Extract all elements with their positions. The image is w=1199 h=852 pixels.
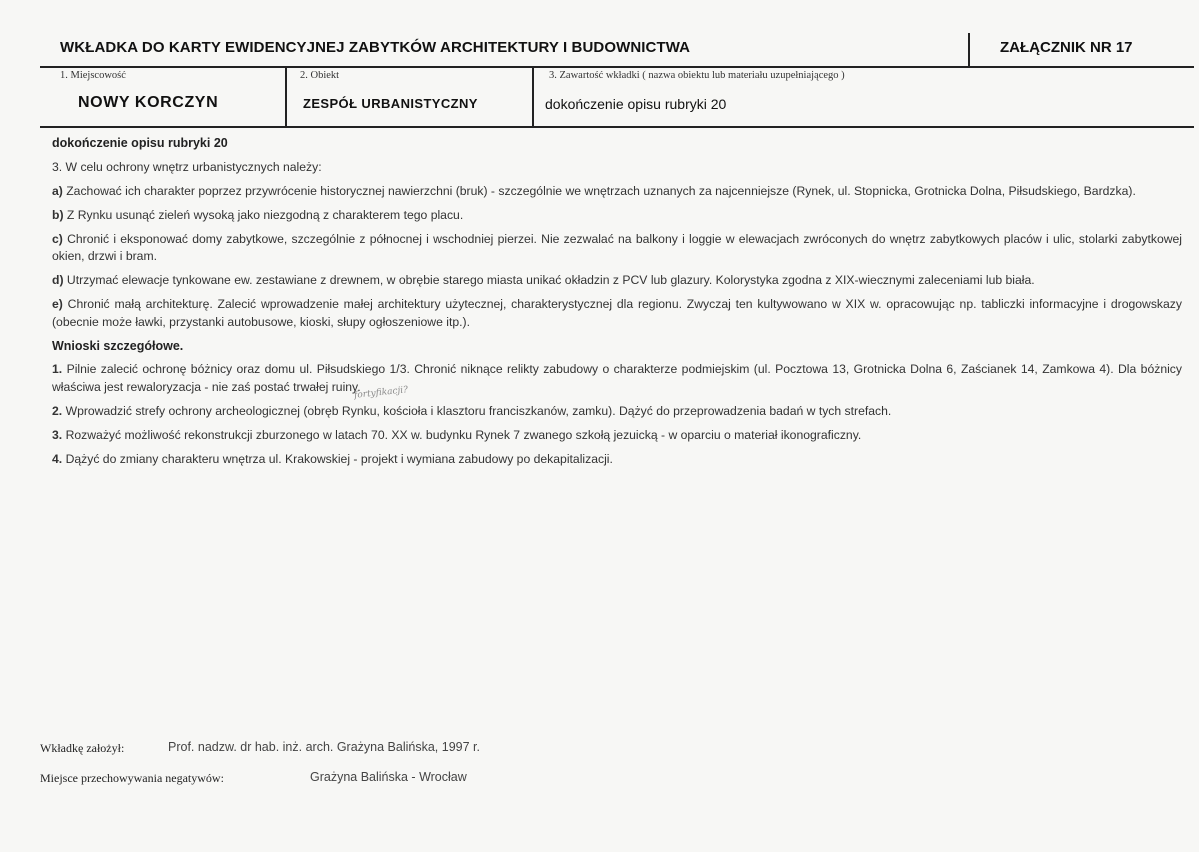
conclusion-item: [52, 361, 1182, 396]
item-text: Chronić małą architekturę. Zalecić wprowadzenie małej architektury użytecznej, charakterystycznej dla regionu. Zwyczaj ten kultywowano w XIX w. opracowując np. tabliczki informacyjne i drogowskazy (obecnie może ławki, przystanki autobusowe, kioski, słupy ogłoszeniowe itp.).: [52, 297, 1182, 329]
item-marker: 1.: [52, 362, 63, 376]
conclusions-heading: Wnioski szczegółowe.: [52, 338, 184, 353]
header-divider: [968, 33, 970, 67]
item-text: Rozważyć możliwość rekonstrukcji zburzonego w latach 70. XX w. budynku Rynek 7 zwanego szkołą jezuicką - w oparciu o materiał ikonograficzny.: [65, 427, 862, 442]
intro-paragraph: 3. W celu ochrony wnętrz urbanistycznych należy:: [52, 159, 322, 174]
list-item: [52, 296, 1182, 331]
author-value: Prof. nadzw. dr hab. inż. arch. Grażyna Balińska, 1997 r.: [168, 740, 480, 754]
author-label: Wkładkę założył:: [40, 741, 125, 755]
locality-label: 1. Miejscowość: [60, 70, 126, 81]
negatives-label: Miejsce przechowywania negatywów:: [40, 771, 224, 785]
item-marker: 3.: [52, 427, 63, 442]
item-marker: e): [52, 297, 63, 311]
item-text: Z Rynku usunąć zieleń wysoką jako niezgodną z charakterem tego placu.: [66, 207, 464, 222]
list-item: [52, 272, 1182, 290]
section-heading: dokończenie opisu rubryki 20: [52, 136, 228, 150]
item-text: Utrzymać elewacje tynkowane ew. zestawiane z drewnem, w obrębie starego miasta unikać okładzin z PCV lub glazury. Kolorystyka zgodna z XIX-wiecznymi zaleceniami lub biała.: [66, 273, 1035, 287]
item-marker: b): [52, 207, 64, 222]
item-text: Wprowadzić strefy ochrony archeologicznej (obręb Rynku, kościoła i klasztoru franciszkanów, zamku). Dążyć do przeprowadzenia badań w tych strefach.: [65, 403, 892, 418]
cells-rule: [40, 126, 1194, 128]
description-body: [52, 135, 1182, 475]
item-marker: c): [52, 231, 63, 246]
object-label: 2. Obiekt: [300, 70, 340, 81]
item-text: Dążyć do zmiany charakteru wnętrza ul. Krakowskiej - projekt i wymiana zabudowy po dekapitalizacji.: [65, 451, 613, 466]
annex-number: ZAŁĄCZNIK NR 17: [1000, 39, 1133, 56]
contents-value: dokończenie opisu rubryki 20: [545, 96, 727, 112]
item-text: Zachować ich charakter poprzez przywrócenie historycznej nawierzchni (bruk) - szczególnie we wnętrzach uznanych za najcenniejsze (Rynek, ul. Stopnicka, Grotnicka Dolna, Piłsudskiego, Bardzka).: [66, 183, 1136, 198]
item-marker: a): [52, 183, 63, 198]
conclusion-item: [52, 451, 1182, 469]
object-value: ZESPÓŁ URBANISTYCZNY: [303, 96, 478, 111]
conclusion-item: [52, 427, 1182, 445]
locality-value: NOWY KORCZYN: [78, 94, 219, 111]
item-marker: d): [52, 273, 64, 287]
cell-divider: [285, 67, 287, 127]
contents-label: 3. Zawartość wkładki ( nazwa obiektu lub materiału uzupełniającego ): [549, 70, 845, 81]
conclusion-item: [52, 403, 1182, 421]
list-item: [52, 231, 1182, 266]
item-marker: 4.: [52, 451, 63, 466]
document-title: WKŁADKA DO KARTY EWIDENCYJNEJ ZABYTKÓW ARCHITEKTURY I BUDOWNICTWA: [60, 39, 691, 56]
item-text: Pilnie zalecić ochronę bóżnicy oraz domu ul. Piłsudskiego 1/3. Chronić niknące relikty zabudowy o charakterze podmiejskim (ul. Pocztowa 13, Grotnicka Dolna 6, Zaścianek 14, Zamkowa 4). Dla bóżnicy właściwa jest rewaloryzacja - nie zaś postać trwałej ruiny.: [52, 362, 1182, 394]
list-item: [52, 183, 1182, 201]
handwritten-note: fortyfikacji?: [353, 385, 409, 401]
header-rule: [40, 66, 1194, 68]
cell-divider: [532, 67, 534, 127]
item-text: Chronić i eksponować domy zabytkowe, szczególnie z północnej i wschodniej pierzei. Nie zezwalać na balkony i loggie w elewacjach zwróconych do wnętrz zabytkowych placów i ulic, stolarki zabytkowej okien, drzwi i bram.: [52, 231, 1183, 263]
negatives-value: Grażyna Balińska - Wrocław: [310, 770, 467, 784]
list-item: [52, 207, 1182, 225]
item-marker: 2.: [52, 403, 63, 418]
